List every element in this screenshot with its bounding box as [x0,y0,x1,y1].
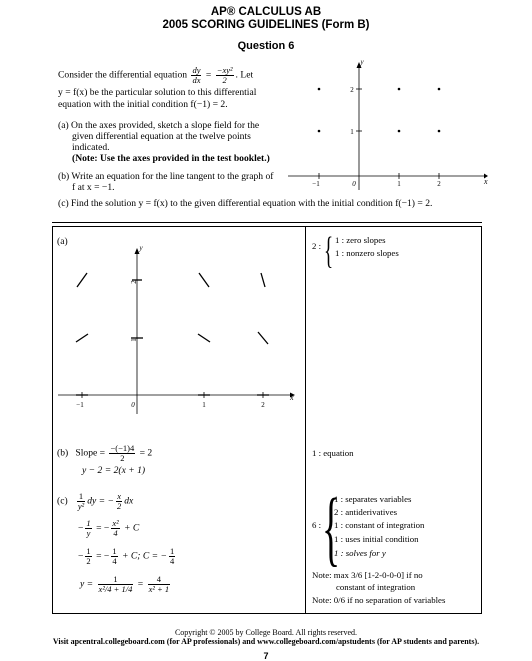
score-brace: { [324,230,334,272]
x-tick-label: 2 [437,180,441,188]
score-c-item: 1 : separates variables [334,494,412,504]
solution-c-step-1: (c) $\frac{1}{\text{y²}}$ dy = − $\frac{x}{2}$ dx [57,491,134,511]
x-tick-label: −1 [76,401,84,409]
x-tick-label: −1 [312,180,320,188]
y-tick-label: 2 [350,86,354,94]
score-a-item: 1 : nonzero slopes [335,248,399,258]
y-tick-label: 1 [130,338,138,342]
score-note: Note: 0/6 if no separation of variables [312,595,446,605]
solution-b-line-equation: y − 2 = 2(x + 1) [82,465,146,476]
problem-axes-graph [288,58,488,190]
score-b: 1 : equation [312,448,354,458]
x-axis-label: x [484,177,488,186]
score-a-item: 1 : zero slopes [335,235,386,245]
part-b-line-2: f at x = −1. [72,182,115,193]
score-brace: { [322,482,341,575]
section-divider [52,222,482,223]
part-a-line-3: indicated. [72,142,110,153]
header-title: AP® CALCULUS AB [210,6,322,18]
y-axis-label: y [139,244,143,252]
part-c-statement: (c) Find the solution y = f(x) to the given differential equation with the initial condition f(−1) = 2. [58,198,433,209]
score-c-item: 1 : constant of integration [334,520,425,530]
x-tick-label: 0 [131,401,135,409]
slope-segment [199,273,209,287]
slope-segment [258,332,268,344]
x-tick-label: 2 [261,401,265,409]
problem-line-2: y = f(x) be the particular solution to this differential [58,87,257,98]
slope-segment [198,334,210,342]
score-note: Note: max 3/6 [1-2-0-0-0] if no [312,570,423,580]
score-a-points: 2 : [312,241,322,251]
part-a-line-1: (a) On the axes provided, sketch a slope field for the [58,120,260,131]
grid-point [438,88,441,91]
x-axis-label: x [290,393,294,402]
y-tick-label: 2 [130,280,138,284]
score-c-item: 1 : solves for y [334,548,386,558]
grid-point [318,88,321,91]
x-tick-label: 0 [352,180,356,188]
x-tick-label: 1 [202,401,206,409]
x-tick-label: 1 [397,180,401,188]
y-axis-label: y [360,58,364,66]
grid-point [398,130,401,133]
part-a-line-2: given differential equation at the twelve points [72,131,251,142]
slope-segment [261,273,265,287]
grid-point [438,130,441,133]
y-tick-label: 1 [350,128,354,136]
part-b-line-1: (b) Write an equation for the line tangent to the graph of [58,171,274,182]
answer-box-column-divider [305,226,306,614]
solution-c-step-3: − $\frac{1}{2}$ = − $\frac{1}{4}$ + C; C = − $\frac{1}{4}$ [78,546,175,566]
footer-copyright: Copyright © 2005 by College Board. All rights reserved. [174,628,358,637]
score-c-item: 2 : antiderivatives [334,507,398,517]
slope-field-graph [58,244,298,416]
score-note: constant of integration [336,582,416,592]
grid-point [318,130,321,133]
slope-segment [77,273,87,287]
page-number: 7 [263,651,269,661]
part-a-label: (a) [57,236,68,247]
slope-segment [76,334,88,342]
problem-intro: Consider the differential equation $\frac{dy}{dx}$ = $\frac{\text{−xy²}}{2}$ . Let [58,65,254,85]
score-c-item: 1 : uses initial condition [334,534,419,544]
problem-line-3: equation with the initial condition f(−1) = 2. [58,99,228,110]
solution-c-step-4: y = $\frac{1}{\text{x²/4 + 1/4}}$ = $\frac{4}{\text{x² + 1}}$ [80,574,170,594]
solution-b: (b) Slope = $\frac{-(-1)4}{2}$ = 2 [57,443,153,463]
score-c-points: 6 : [312,520,322,530]
header-subtitle: 2005 SCORING GUIDELINES (Form B) [162,19,370,31]
footer-visit: Visit apcentral.collegeboard.com (for AP professionals) and www.collegeboard.com/apstudents (for AP students and parents). [52,637,480,646]
grid-point [398,88,401,91]
question-title: Question 6 [237,40,295,52]
solution-c-step-2: − $\frac{1}{y}$ = − $\frac{\text{x²}}{4}$ + C [78,518,140,538]
part-a-note: (Note: Use the axes provided in the test booklet.) [72,153,270,164]
